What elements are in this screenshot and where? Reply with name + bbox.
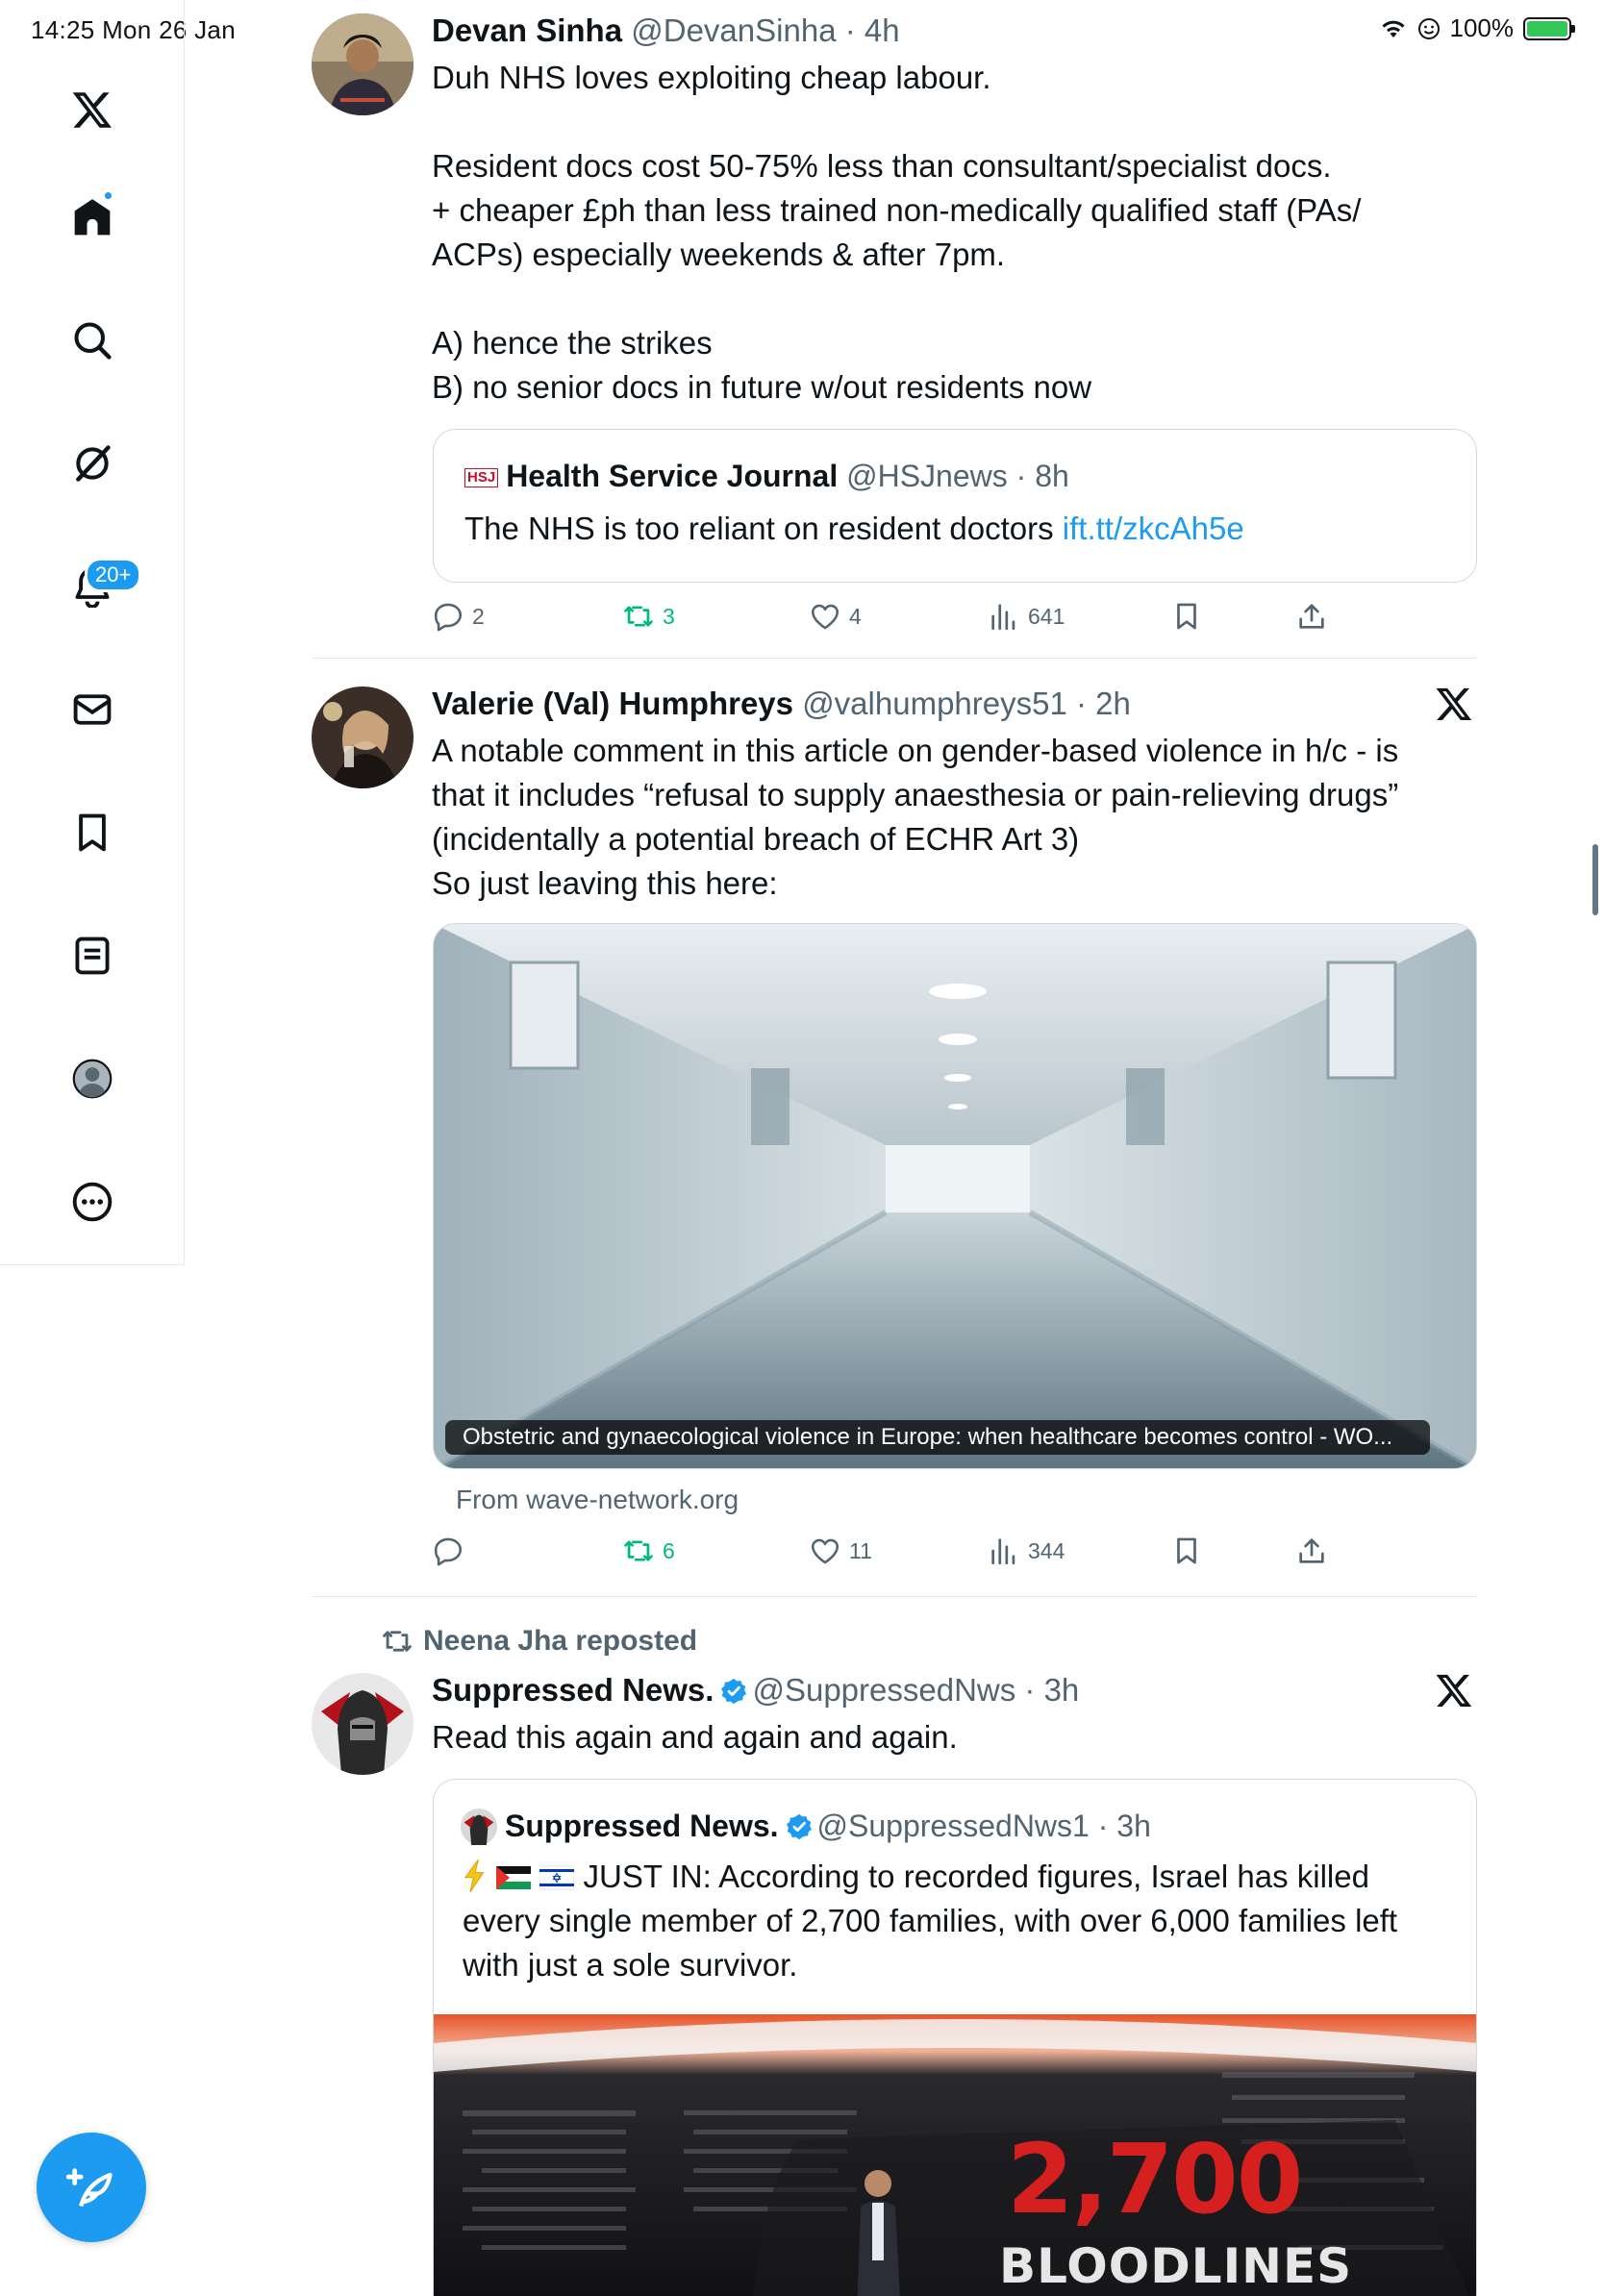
repost-context[interactable] [381, 1625, 697, 1658]
share-icon [1295, 1535, 1328, 1567]
x-logo-icon[interactable] [1435, 685, 1473, 723]
views-count: 641 [1028, 603, 1065, 629]
heart-icon [809, 600, 841, 633]
tweet-text: Duh NHS loves exploiting cheap labour. Resident docs cost 50-75% less than consultant/specialist docs. + cheaper £ph than less trained non-medically qualified staff (PAs/ ACPs) especially weekends & after 7pm. A) hence the strikes B) no senior docs in future w/out residents now [432, 60, 1362, 405]
grok-icon[interactable] [65, 437, 119, 490]
author-handle[interactable]: @valhumphreys51 [802, 686, 1067, 721]
bookmark-button[interactable] [1170, 1535, 1203, 1567]
search-icon[interactable] [65, 313, 119, 367]
quoted-post-time: 8h [1035, 459, 1069, 493]
feather-plus-icon [66, 2162, 116, 2212]
status-time: 14:25 Mon 26 Jan [31, 15, 236, 44]
tweet-header [432, 685, 1477, 723]
like-count: 11 [849, 1537, 872, 1563]
quoted-tweet[interactable] [433, 1779, 1477, 2296]
link-card-image[interactable] [433, 923, 1477, 1469]
verified-badge-icon [719, 1677, 748, 1706]
quoted-text-body: JUST IN: According to recorded figures, Israel has killed every single member of 2,700 families, with over 6,000 families left with just a sole survivor. [463, 1859, 1398, 1983]
sidebar-nav [0, 0, 185, 1265]
views-count: 344 [1028, 1537, 1065, 1563]
author-handle[interactable]: @SuppressedNws [752, 1672, 1016, 1708]
palestine-flag-icon [496, 1865, 531, 1890]
link-card-caption: Obstetric and gynaecological violence in Europe: when healthcare becomes control - WO... [445, 1420, 1430, 1455]
tweet-text: A notable comment in this article on gender-based violence in h/c - is that it includes “refusal to supply anaesthesia or pain-relieving drugs” (incidentally a potential breach of ECHR Art 3) So just leaving this here: [432, 733, 1399, 901]
bookmarks-icon[interactable] [65, 806, 119, 860]
reply-icon [432, 1535, 464, 1567]
post-time[interactable]: 3h [1043, 1672, 1080, 1708]
quoted-text-body: The NHS is too reliant on resident doctors [464, 511, 1063, 546]
verified-badge-icon [785, 1812, 814, 1841]
share-icon [1295, 600, 1328, 633]
repost-button[interactable] [622, 1535, 675, 1567]
quoted-author-name: Health Service Journal [506, 459, 839, 493]
bookmark-icon [1170, 600, 1203, 633]
home-icon[interactable] [65, 190, 119, 244]
repost-icon [622, 600, 655, 633]
more-options-icon[interactable] [65, 1175, 119, 1229]
image-subtitle: BLOODLINES [999, 2238, 1353, 2294]
reposted-by-label: Neena Jha reposted [423, 1625, 698, 1657]
quoted-author-name: Suppressed News. [505, 1809, 779, 1843]
views-button[interactable] [988, 1535, 1065, 1567]
quoted-header [464, 457, 1069, 495]
notifications-badge: 20+ [85, 558, 141, 592]
dot-separator: · [1015, 1672, 1044, 1708]
share-button[interactable] [1295, 600, 1328, 633]
dot-separator: · [1089, 1809, 1117, 1843]
heart-icon [809, 1535, 841, 1567]
repost-count: 3 [663, 603, 675, 629]
repost-button[interactable] [622, 600, 675, 633]
like-button[interactable] [809, 1535, 872, 1567]
reply-icon [432, 600, 464, 633]
hospital-corridor-image [434, 924, 1477, 1469]
avatar[interactable] [312, 1673, 414, 1775]
dot-separator: · [1066, 686, 1096, 721]
tweet-divider [312, 1596, 1477, 1597]
like-count: 4 [849, 603, 862, 629]
share-button[interactable] [1295, 1535, 1328, 1567]
views-chart-icon [988, 600, 1020, 633]
quoted-header [461, 1807, 1151, 1845]
author-name[interactable]: Suppressed News. [432, 1672, 714, 1708]
tweet-actions [432, 1535, 1374, 1577]
repost-icon [622, 1535, 655, 1567]
battery-icon [1523, 17, 1571, 40]
quoted-text [464, 507, 1244, 551]
quoted-link[interactable]: ift.tt/zkcAh5e [1062, 511, 1244, 546]
news-video-image[interactable] [434, 2014, 1477, 2296]
repost-icon [381, 1625, 414, 1658]
quoted-author-handle: @SuppressedNws1 [816, 1809, 1090, 1843]
compose-post-button[interactable] [37, 2133, 146, 2242]
views-button[interactable] [988, 600, 1065, 633]
reply-count: 2 [472, 603, 485, 629]
dot-separator: · [1007, 459, 1036, 493]
quoted-post-time: 3h [1116, 1809, 1151, 1843]
tweet-actions [432, 600, 1374, 642]
messages-envelope-icon[interactable] [65, 683, 119, 736]
views-chart-icon [988, 1535, 1020, 1567]
tweet-divider [312, 658, 1477, 659]
profile-avatar-icon[interactable] [65, 1052, 119, 1106]
avatar[interactable] [312, 686, 414, 788]
scrollbar-thumb[interactable] [1592, 844, 1598, 915]
bookmark-button[interactable] [1170, 600, 1203, 633]
bookmark-icon [1170, 1535, 1203, 1567]
israel-flag-icon [539, 1865, 574, 1890]
quoted-avatar [461, 1809, 497, 1845]
quoted-text [463, 1855, 1397, 1987]
quoted-author-handle: @HSJnews [846, 459, 1008, 493]
battery-percent: 100% [1449, 13, 1514, 42]
link-card-source[interactable]: From wave-network.org [456, 1485, 739, 1514]
post-time[interactable]: 4h [864, 12, 900, 48]
reply-button[interactable] [432, 1535, 472, 1567]
avatar[interactable] [312, 13, 414, 115]
home-notification-dot [105, 192, 112, 199]
dot-separator: · [836, 12, 865, 48]
image-big-number: 2,700 [1007, 2123, 1302, 2235]
author-name[interactable]: Valerie (Val) Humphreys [432, 686, 794, 721]
x-logo-icon[interactable] [1435, 1671, 1473, 1710]
x-logo-icon[interactable] [65, 83, 119, 137]
reply-button[interactable] [432, 600, 485, 633]
quoted-tweet[interactable] [433, 429, 1477, 583]
lists-icon[interactable] [65, 929, 119, 983]
author-name[interactable]: Devan Sinha [432, 12, 623, 48]
repost-count: 6 [663, 1537, 675, 1563]
author-handle[interactable]: @DevanSinha [631, 12, 837, 48]
hsj-logo: HSJ [464, 468, 498, 487]
tweet-text: Read this again and again and again. [432, 1719, 958, 1755]
post-time[interactable]: 2h [1095, 686, 1131, 721]
lightning-icon [463, 1859, 488, 1892]
tweet-header [432, 1671, 1477, 1710]
tweet-header [432, 12, 1477, 50]
like-button[interactable] [809, 600, 862, 633]
